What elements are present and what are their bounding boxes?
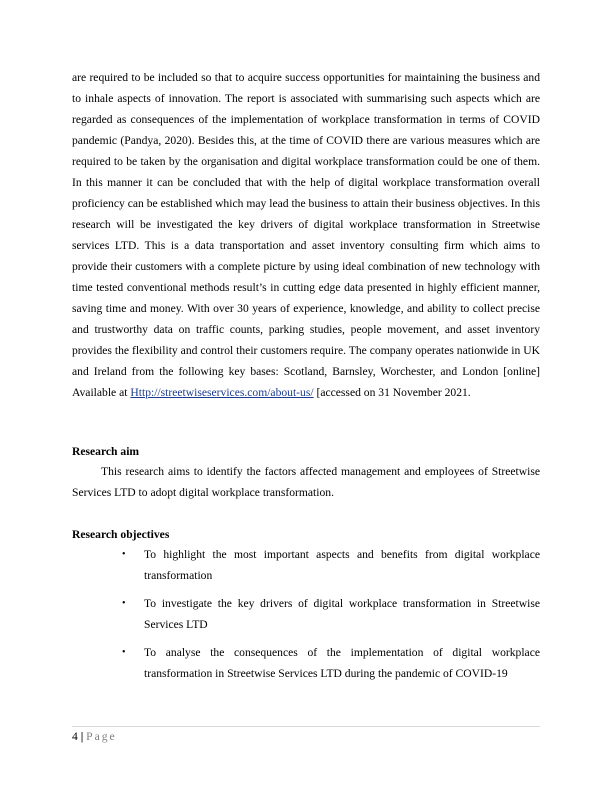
footer-separator: | xyxy=(77,730,87,743)
footer-divider xyxy=(72,726,540,727)
list-item xyxy=(72,544,540,586)
objective-text: To investigate the key drivers of digital workplace transformation in Streetwise Services LTD xyxy=(144,597,540,631)
page-footer xyxy=(72,729,117,745)
intro-text: are required to be included so that to acquire success opportunities for maintaining the business and to inhale aspects of innovation. The report is associated with summarising such aspects which are regarded as consequences of the implementation of workplace transformation in terms of COVID pandemic (Pandya, 2020). Besides this, at the time of COVID there are various measures which are required to be taken by the organisation and digital workplace transformation could be one of them. In this manner it can be concluded that with the help of digital workplace transformation overall proficiency can be established which may lead the business to attain their business objectives. In this research will be investigated the key drivers of digital workplace transformation in Streetwise services LTD. This is a data transportation and asset inventory consulting firm which aims to provide their customers with a complete picture by using ideal combination of new technology with time tested conventional methods result’s in cutting edge data presented in highly efficient manner, saving time and money. With over 30 years of experience, knowledge, and ability to collect precise and trustworthy data on traffic counts, parking studies, people movement, and asset inventory provides the flexibility and control their customers require. The company operates nationwide in UK and Ireland from the following key bases: Scotland, Barnsley, Worchester, and London [online] Available at xyxy=(72,71,540,399)
list-item xyxy=(72,642,540,684)
research-aim-text: This research aims to identify the factors affected management and employees of Streetwise Services LTD to adopt digital workplace transformation. xyxy=(72,465,540,499)
research-aim-heading: Research aim xyxy=(72,445,140,458)
bullet-icon: • xyxy=(122,549,126,560)
page-label: Page xyxy=(86,730,117,743)
objective-text: To highlight the most important aspects and benefits from digital workplace transformation xyxy=(144,548,540,582)
intro-text-end: [accessed on 31 November 2021. xyxy=(313,386,471,399)
intro-paragraph xyxy=(72,67,540,403)
objective-text: To analyse the consequences of the implementation of digital workplace transformation in Streetwise Services LTD during the pandemic of COVID-19 xyxy=(144,646,540,680)
research-objectives-heading: Research objectives xyxy=(72,528,170,541)
bullet-icon: • xyxy=(122,647,126,658)
page-number: 4 xyxy=(72,730,78,743)
objectives-list xyxy=(72,544,540,691)
streetwise-link[interactable]: Http://streetwiseservices.com/about-us/ xyxy=(130,386,314,399)
bullet-icon: • xyxy=(122,598,126,609)
list-item xyxy=(72,593,540,635)
